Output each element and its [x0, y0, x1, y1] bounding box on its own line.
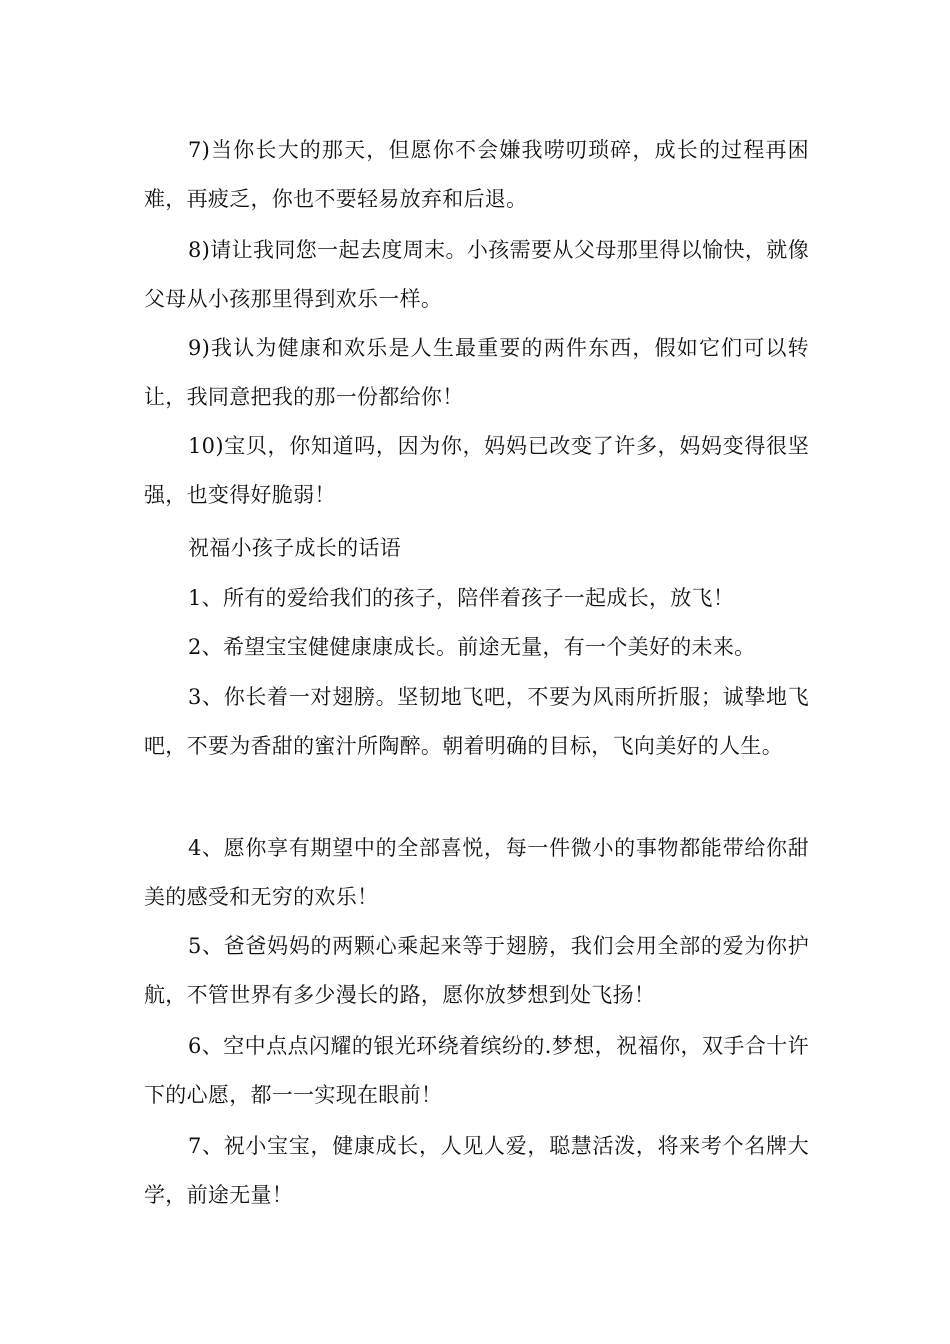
- paragraph-10-baby: 10)宝贝，你知道吗，因为你，妈妈已改变了许多，妈妈变得很坚强，也变得好脆弱！: [144, 434, 809, 507]
- paragraph-8-weekend: 8)请让我同您一起去度周末。小孩需要从父母那里得以愉快，就像父母从小孩那里得到欢乐一样。: [144, 238, 809, 311]
- wish-item-5: 5、爸爸妈妈的两颗心乘起来等于翅膀，我们会用全部的爱为你护航，不管世界有多少漫长的路，愿你放梦想到处飞扬！: [144, 934, 809, 1007]
- wish-item-6: 6、空中点点闪耀的银光环绕着缤纷的.梦想，祝福你，双手合十许下的心愿，都一一实现在眼前！: [144, 1034, 809, 1107]
- wish-item-7: 7、祝小宝宝，健康成长，人见人爱，聪慧活泼，将来考个名牌大学，前途无量！: [144, 1134, 809, 1207]
- paragraph-7-grow-up: 7)当你长大的那天，但愿你不会嫌我唠叨琐碎，成长的过程再困难，再疲乏，你也不要轻易放弃和后退。: [144, 138, 809, 211]
- paragraph-9-health-happiness: 9)我认为健康和欢乐是人生最重要的两件东西，假如它们可以转让，我同意把我的那一份都给你！: [144, 336, 809, 409]
- wish-item-4: 4、愿你享有期望中的全部喜悦，每一件微小的事物都能带给你甜美的感受和无穷的欢乐！: [144, 836, 809, 909]
- wish-item-3: 3、你长着一对翅膀。坚韧地飞吧，不要为风雨所折服；诚挚地飞吧，不要为香甜的蜜汁所陶醉。朝着明确的目标，飞向美好的人生。: [144, 685, 809, 758]
- wish-item-1: 1、所有的爱给我们的孩子，陪伴着孩子一起成长，放飞！: [188, 586, 735, 610]
- section-heading: 祝福小孩子成长的话语: [188, 536, 401, 560]
- wish-item-2: 2、希望宝宝健健康康成长。前途无量，有一个美好的未来。: [188, 635, 756, 659]
